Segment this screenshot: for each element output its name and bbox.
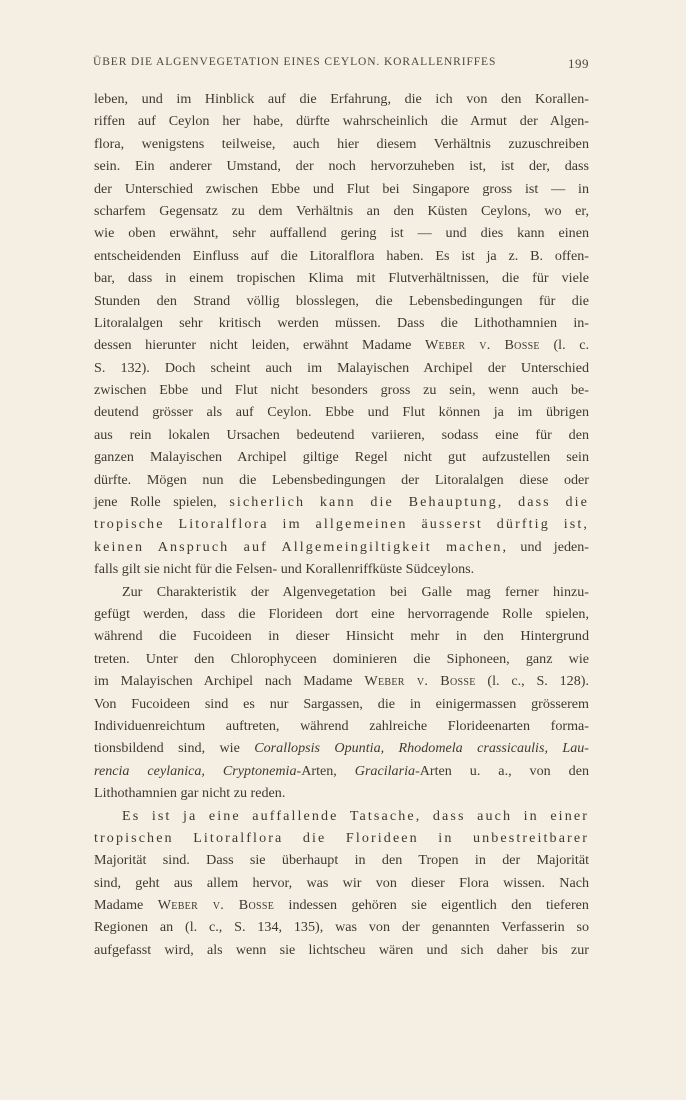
text-line (94, 536, 589, 558)
text-line: sein. Ein anderer Umstand, der noch hervorzuheben ist, ist der, dass (94, 158, 589, 175)
species-names: Corallopsis Opuntia, Rhodomela crassicaulis, Lau- (254, 740, 589, 757)
text-line: treten. Unter den Chlorophyceen dominieren die Siphoneen, ganz wie (94, 650, 589, 667)
text-line: Zur Charakteristik der Algenvegetation bei Galle mag ferner hinzu- (122, 583, 589, 600)
text-line: sind, geht aus allem hervor, was wir von dieser Flora wissen. Nach (94, 874, 589, 891)
text-line: der Unterschied zwischen Ebbe und Flut bei Singapore gross ist — in (94, 180, 589, 197)
text-line: Regionen an (l. c., S. 134, 135), was von der genannten Verfasserin so (94, 919, 589, 936)
text-line: aus rein lokalen Ursachen bedeutend variieren, sodass eine für den (94, 426, 589, 443)
text-line: aufgefasst wird, als wenn sie lichtscheu wären und sich daher bis zur (94, 941, 589, 958)
text-line: leben, und im Hinblick auf die Erfahrung, die ich von den Korallen- (94, 91, 589, 107)
text-line: Von Fucoideen sind es nur Sargassen, die in einigermassen grösserem (94, 695, 589, 712)
author-name: Weber v. Bosse (364, 673, 476, 690)
text-fragment: und jeden- (508, 538, 589, 555)
text-line (94, 737, 589, 759)
text-line: riffen auf Ceylon her habe, dürfte wahrscheinlich die Armut der Algen- (94, 113, 589, 130)
text-line: während die Fucoideen in dieser Hinsicht mehr in den Hintergrund (94, 628, 589, 645)
text-line: S. 132). Doch scheint auch im Malayischen Archipel der Unterschied (94, 359, 589, 376)
text-fragment: Madame (94, 897, 158, 914)
text-line (94, 760, 589, 782)
text-fragment: dessen hierunter nicht leiden, erwähnt Madame (94, 337, 425, 354)
text-line: ganzen Malayischen Archipel giltige Regel nicht gut aufzustellen sein (94, 449, 589, 466)
text-fragment: jene Rolle spielen, (94, 494, 230, 511)
text-line (94, 334, 589, 356)
text-fragment: im Malayischen Archipel nach Madame (94, 673, 365, 690)
text-line: bar, dass in einem tropischen Klima mit Flutverhältnissen, die für viele (94, 270, 589, 287)
text-line: Individuenreichtum auftreten, während zahlreiche Florideenarten forma- (94, 717, 589, 734)
text-line: entscheidenden Einfluss auf die Litoralflora haben. Es ist ja z. B. offen- (94, 247, 589, 264)
text-line: wie oben erwähnt, sehr auffallend gering ist — und dies kann einen (94, 225, 589, 242)
body-text (94, 88, 589, 961)
citation: (l. c. (539, 337, 589, 354)
text-line: tropischen Litoralflora die Florideen in unbestreitbarer (94, 829, 589, 846)
text-fragment: -Arten, (296, 762, 355, 779)
text-line: Majorität sind. Dass sie überhaupt in den Tropen in der Majorität (94, 852, 589, 869)
text-line: Stunden den Strand völlig blosslegen, die Lebensbedingungen für die (94, 292, 589, 309)
text-fragment: -Arten u. a., von den (415, 762, 589, 779)
text-line (94, 894, 589, 916)
author-name: Weber v. Bosse (157, 897, 275, 914)
text-line: tropische Litoralflora im allgemeinen äusserst dürftig ist, (94, 516, 589, 533)
citation: (l. c., S. 128). (475, 673, 589, 690)
spaced-text: sicherlich kann die Behauptung, dass die (229, 494, 589, 511)
text-line: scharfem Gegensatz zu dem Verhältnis an den Küsten Ceylons, wo er, (94, 202, 589, 219)
page-number: 199 (568, 56, 589, 71)
spaced-text: keinen Anspruch auf Allgemeingiltigkeit machen, (94, 538, 509, 555)
text-line: Litoralalgen sehr kritisch werden müssen. Dass die Lithothamnien in- (94, 314, 589, 331)
running-head (93, 56, 589, 72)
text-fragment: indessen gehören sie eigentlich den tieferen (274, 897, 589, 914)
species-names: Gracilaria (354, 762, 416, 779)
text-line: dürfte. Mögen nun die Lebensbedingungen der Litoralalgen diese oder (94, 471, 589, 488)
running-head-title: ÜBER DIE ALGENVEGETATION EINES CEYLON. KORALLENRIFFES (93, 56, 497, 68)
text-line: falls gilt sie nicht für die Felsen- und Korallenriffküste Südceylons. (94, 561, 475, 578)
text-line: Lithothamnien gar nicht zu reden. (94, 785, 286, 802)
text-line: gefügt werden, dass die Florideen dort eine hervorragende Rolle spielen, (94, 605, 589, 622)
species-names: rencia ceylanica, Cryptonemia (94, 762, 297, 779)
text-line (94, 670, 589, 692)
text-line: Es ist ja eine auffallende Tatsache, dass auch in einer (122, 807, 589, 824)
text-fragment: tionsbildend sind, wie (94, 740, 255, 757)
text-line: zwischen Ebbe und Flut nicht besonders gross zu sein, wenn auch be- (94, 382, 589, 399)
text-line: deutend grösser als auf Ceylon. Ebbe und Flut können ja im übrigen (94, 404, 589, 421)
text-line (94, 491, 589, 513)
author-name: Weber v. Bosse (424, 337, 540, 354)
text-line: flora, wenigstens teilweise, auch hier diesem Verhältnis zuzuschreiben (94, 135, 589, 152)
